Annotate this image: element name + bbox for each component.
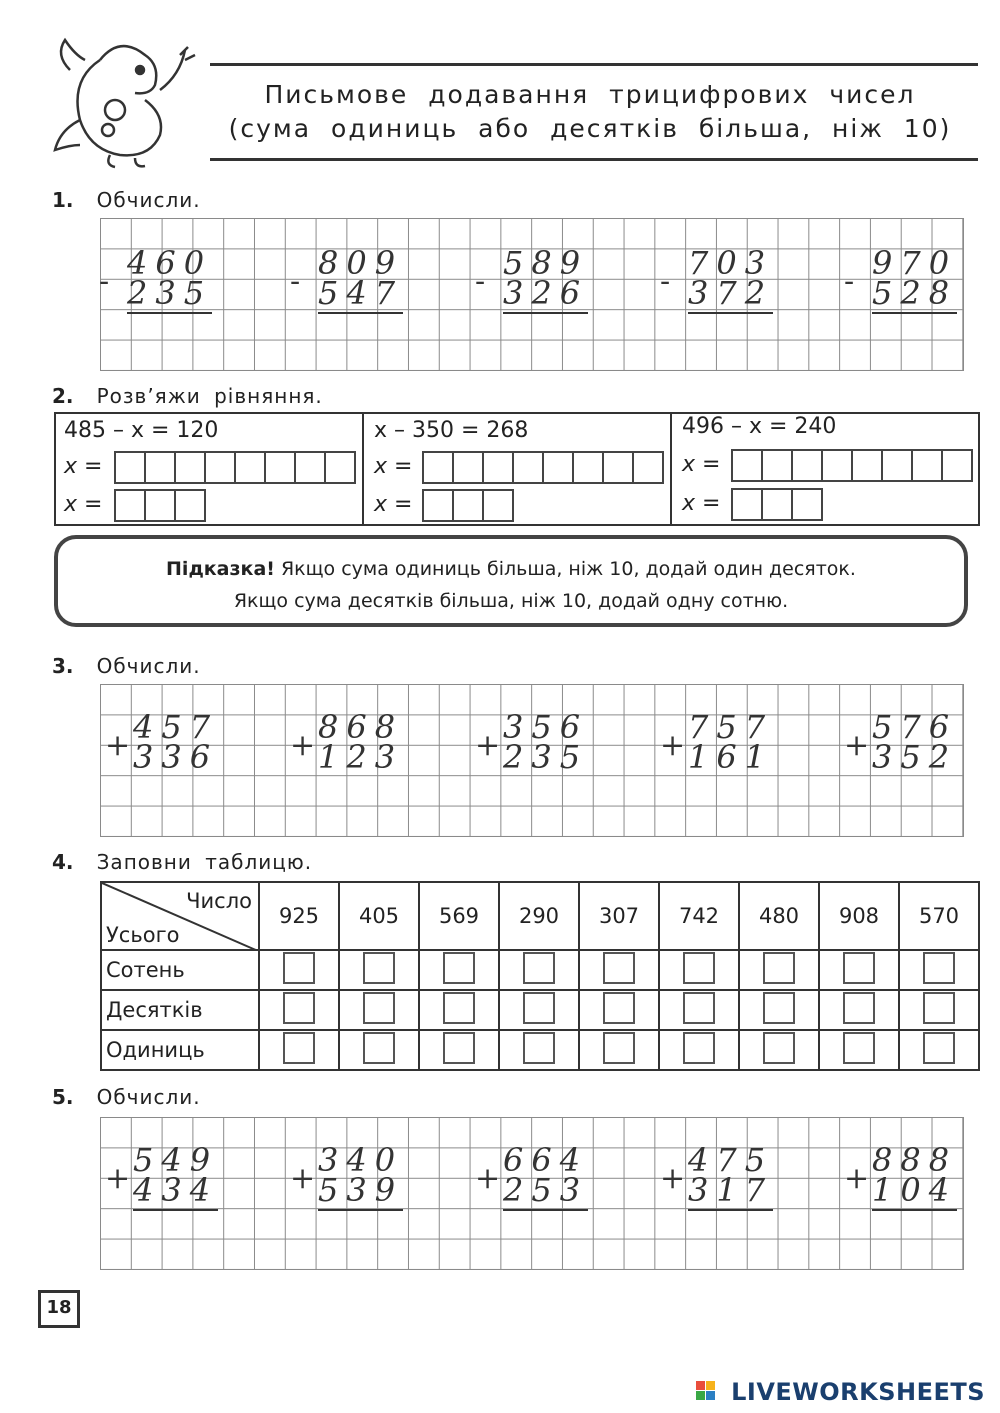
brand-logo <box>696 1378 985 1406</box>
answer-cell[interactable] <box>114 451 146 484</box>
answer-cell[interactable] <box>174 451 206 484</box>
problem <box>105 1141 219 1211</box>
number-header: 307 <box>579 882 659 950</box>
task4-heading <box>52 850 312 874</box>
problem-bottom: 253 <box>503 1171 589 1209</box>
answer-box[interactable] <box>443 952 475 984</box>
answer-cell[interactable] <box>851 449 883 482</box>
answer-boxes-short[interactable] <box>114 489 204 522</box>
answer-cell[interactable] <box>761 449 793 482</box>
problem <box>475 708 589 776</box>
problem <box>844 244 958 314</box>
answer-cell[interactable] <box>264 451 296 484</box>
task-instruction: Обчисли. <box>96 654 201 678</box>
answer-cell[interactable] <box>791 449 823 482</box>
answer-box[interactable] <box>523 1032 555 1064</box>
answer-box[interactable] <box>603 992 635 1024</box>
brand-icon <box>696 1381 726 1403</box>
answer-cell[interactable] <box>881 449 913 482</box>
problem-top: 809 <box>318 244 404 282</box>
problem-rule <box>133 1209 218 1211</box>
answer-box[interactable] <box>763 952 795 984</box>
problem-bottom: 372 <box>688 274 774 312</box>
answer-cell[interactable] <box>482 489 514 522</box>
answer-box[interactable] <box>763 992 795 1024</box>
answer-cell[interactable] <box>482 451 514 484</box>
answer-cell[interactable] <box>602 451 634 484</box>
problem <box>290 1141 404 1211</box>
corner-bottom-label: Усього <box>106 923 180 947</box>
task-number: 4. <box>52 850 74 874</box>
problem-top: 549 <box>133 1141 219 1179</box>
problem-bottom: 336 <box>133 738 219 776</box>
answer-box[interactable] <box>363 1032 395 1064</box>
problem-rule <box>688 1209 773 1211</box>
answer-cell[interactable] <box>452 451 484 484</box>
answer-cell[interactable] <box>144 451 176 484</box>
answer-box[interactable] <box>283 1032 315 1064</box>
answer-box[interactable] <box>683 1032 715 1064</box>
answer-box[interactable] <box>923 952 955 984</box>
task2-equations-box <box>54 412 980 526</box>
answer-box[interactable] <box>603 952 635 984</box>
problem <box>844 708 958 776</box>
problem-rule <box>688 312 773 314</box>
task2-heading <box>52 384 323 408</box>
problem <box>844 1141 958 1211</box>
answer-box[interactable] <box>683 992 715 1024</box>
answer-box[interactable] <box>443 992 475 1024</box>
plus-operator: + <box>290 728 324 763</box>
plus-operator: + <box>105 728 139 763</box>
problem-top: 475 <box>688 1141 774 1179</box>
answer-box[interactable] <box>843 1032 875 1064</box>
problem-top: 970 <box>872 244 958 282</box>
problem-bottom: 352 <box>872 738 958 776</box>
problem-bottom: 235 <box>503 738 589 776</box>
answer-cell[interactable] <box>324 451 356 484</box>
answer-cell[interactable] <box>234 451 266 484</box>
title-line-1: Письмове додавання трицифрових чисел <box>264 80 916 109</box>
answer-box[interactable] <box>363 992 395 1024</box>
problem-bottom: 547 <box>318 274 404 312</box>
task-number: 5. <box>52 1085 74 1109</box>
x-label: x = <box>682 452 721 477</box>
minus-operator: - <box>660 264 679 299</box>
minus-operator: - <box>290 264 309 299</box>
row-label: Десятків <box>101 990 259 1030</box>
plus-operator: + <box>290 1161 324 1196</box>
page-number: 18 <box>38 1290 80 1328</box>
answer-boxes-long[interactable] <box>114 451 354 484</box>
problem-rule <box>318 1209 403 1211</box>
answer-cell[interactable] <box>731 449 763 482</box>
plus-operator: + <box>660 1161 694 1196</box>
answer-cell[interactable] <box>174 489 206 522</box>
problem <box>475 1141 589 1211</box>
problem-bottom: 104 <box>872 1171 958 1209</box>
plus-operator: + <box>660 728 694 763</box>
number-header: 405 <box>339 882 419 950</box>
dragon-illustration <box>40 30 210 175</box>
x-label: x = <box>64 492 103 517</box>
answer-cell[interactable] <box>422 451 454 484</box>
corner-top-label: Число <box>186 889 252 913</box>
problem-top: 888 <box>872 1141 958 1179</box>
equation: x – 350 = 268 <box>374 418 529 443</box>
problem <box>290 708 404 776</box>
equation: 485 – x = 120 <box>64 418 219 443</box>
table-row <box>101 950 979 990</box>
number-header: 742 <box>659 882 739 950</box>
problem-bottom: 317 <box>688 1171 774 1209</box>
task-instruction: Заповни таблицю. <box>96 850 313 874</box>
task-instruction: Обчисли. <box>96 188 201 212</box>
problem <box>660 244 774 314</box>
problem <box>99 244 213 314</box>
problem-top: 356 <box>503 708 589 746</box>
answer-cell[interactable] <box>761 488 793 521</box>
x-label: x = <box>374 454 413 479</box>
answer-cell[interactable] <box>791 488 823 521</box>
hint-box <box>54 535 968 627</box>
number-header: 908 <box>819 882 899 950</box>
number-header: 925 <box>259 882 339 950</box>
hint-label: Підказка! <box>166 558 275 580</box>
problem-rule <box>127 312 212 314</box>
problem-rule <box>503 1209 588 1211</box>
equation: 496 – x = 240 <box>682 414 837 439</box>
answer-cell[interactable] <box>632 451 664 484</box>
table-row <box>101 1030 979 1070</box>
number-header: 570 <box>899 882 979 950</box>
answer-cell[interactable] <box>294 451 326 484</box>
task3-heading <box>52 654 201 678</box>
problem-bottom: 434 <box>133 1171 219 1209</box>
problem <box>290 244 404 314</box>
problem-top: 457 <box>133 708 219 746</box>
number-header: 480 <box>739 882 819 950</box>
task-instruction: Обчисли. <box>96 1085 201 1109</box>
problem-top: 340 <box>318 1141 404 1179</box>
x-label: x = <box>64 454 103 479</box>
problem-bottom: 528 <box>872 274 958 312</box>
title-top-rule <box>210 63 978 66</box>
task1-heading <box>52 188 201 212</box>
answer-cell[interactable] <box>911 449 943 482</box>
row-label: Одиниць <box>101 1030 259 1070</box>
problem-rule <box>503 312 588 314</box>
problem-top: 576 <box>872 708 958 746</box>
answer-box[interactable] <box>283 992 315 1024</box>
plus-operator: + <box>105 1161 139 1196</box>
row-label: Сотень <box>101 950 259 990</box>
answer-cell[interactable] <box>452 489 484 522</box>
task-instruction: Розв’яжи рівняння. <box>96 384 323 408</box>
corner-cell <box>101 882 259 950</box>
problem-rule <box>872 312 957 314</box>
answer-boxes-long[interactable] <box>422 451 662 484</box>
title-line-2: (сума одиниць або десятків більша, ніж 10) <box>228 114 952 143</box>
problem-top: 868 <box>318 708 404 746</box>
plus-operator: + <box>475 1161 509 1196</box>
hint-line-1: Якщо сума одиниць більша, ніж 10, додай один десяток. <box>280 558 856 580</box>
answer-box[interactable] <box>923 992 955 1024</box>
brand-name: LIVEWORKSHEETS <box>731 1378 986 1406</box>
problem-bottom: 235 <box>127 274 213 312</box>
answer-box[interactable] <box>923 1032 955 1064</box>
problem-bottom: 161 <box>688 738 774 776</box>
problem-top: 460 <box>127 244 213 282</box>
problem-top: 703 <box>688 244 774 282</box>
eq-divider <box>362 414 364 524</box>
answer-box[interactable] <box>763 1032 795 1064</box>
hint-line-2: Якщо сума десятків більша, ніж 10, додай одну сотню. <box>233 590 789 612</box>
answer-cell[interactable] <box>422 489 454 522</box>
task-number: 2. <box>52 384 74 408</box>
task-number: 3. <box>52 654 74 678</box>
problem-bottom: 539 <box>318 1171 404 1209</box>
answer-cell[interactable] <box>512 451 544 484</box>
answer-box[interactable] <box>523 952 555 984</box>
plus-operator: + <box>844 728 878 763</box>
problem-bottom: 326 <box>503 274 589 312</box>
problem <box>660 1141 774 1211</box>
answer-cell[interactable] <box>941 449 973 482</box>
answer-box[interactable] <box>603 1032 635 1064</box>
answer-box[interactable] <box>683 952 715 984</box>
problem-top: 757 <box>688 708 774 746</box>
problem-rule <box>872 1209 957 1211</box>
answer-box[interactable] <box>363 952 395 984</box>
title-bottom-rule <box>210 158 978 161</box>
answer-boxes-short[interactable] <box>731 488 821 521</box>
problem-rule <box>318 312 403 314</box>
number-header: 569 <box>419 882 499 950</box>
answer-box[interactable] <box>843 992 875 1024</box>
task-number: 1. <box>52 188 74 212</box>
problem <box>660 708 774 776</box>
problem-bottom: 123 <box>318 738 404 776</box>
answer-boxes-short[interactable] <box>422 489 512 522</box>
page-title <box>210 78 970 146</box>
answer-cell[interactable] <box>542 451 574 484</box>
plus-operator: + <box>844 1161 878 1196</box>
table-row <box>101 990 979 1030</box>
answer-box[interactable] <box>523 992 555 1024</box>
problem-top: 664 <box>503 1141 589 1179</box>
answer-cell[interactable] <box>144 489 176 522</box>
answer-cell[interactable] <box>204 451 236 484</box>
minus-operator: - <box>99 264 118 299</box>
answer-cell[interactable] <box>572 451 604 484</box>
answer-cell[interactable] <box>821 449 853 482</box>
place-value-table <box>100 881 980 1071</box>
problem-top: 589 <box>503 244 589 282</box>
answer-box[interactable] <box>283 952 315 984</box>
answer-boxes-long[interactable] <box>731 449 971 482</box>
problem <box>105 708 219 776</box>
answer-box[interactable] <box>843 952 875 984</box>
minus-operator: - <box>475 264 494 299</box>
problem <box>475 244 589 314</box>
plus-operator: + <box>475 728 509 763</box>
number-header: 290 <box>499 882 579 950</box>
minus-operator: - <box>844 264 863 299</box>
answer-cell[interactable] <box>114 489 146 522</box>
task5-heading <box>52 1085 201 1109</box>
answer-cell[interactable] <box>731 488 763 521</box>
eq-divider <box>670 414 672 524</box>
answer-box[interactable] <box>443 1032 475 1064</box>
x-label: x = <box>682 491 721 516</box>
x-label: x = <box>374 492 413 517</box>
